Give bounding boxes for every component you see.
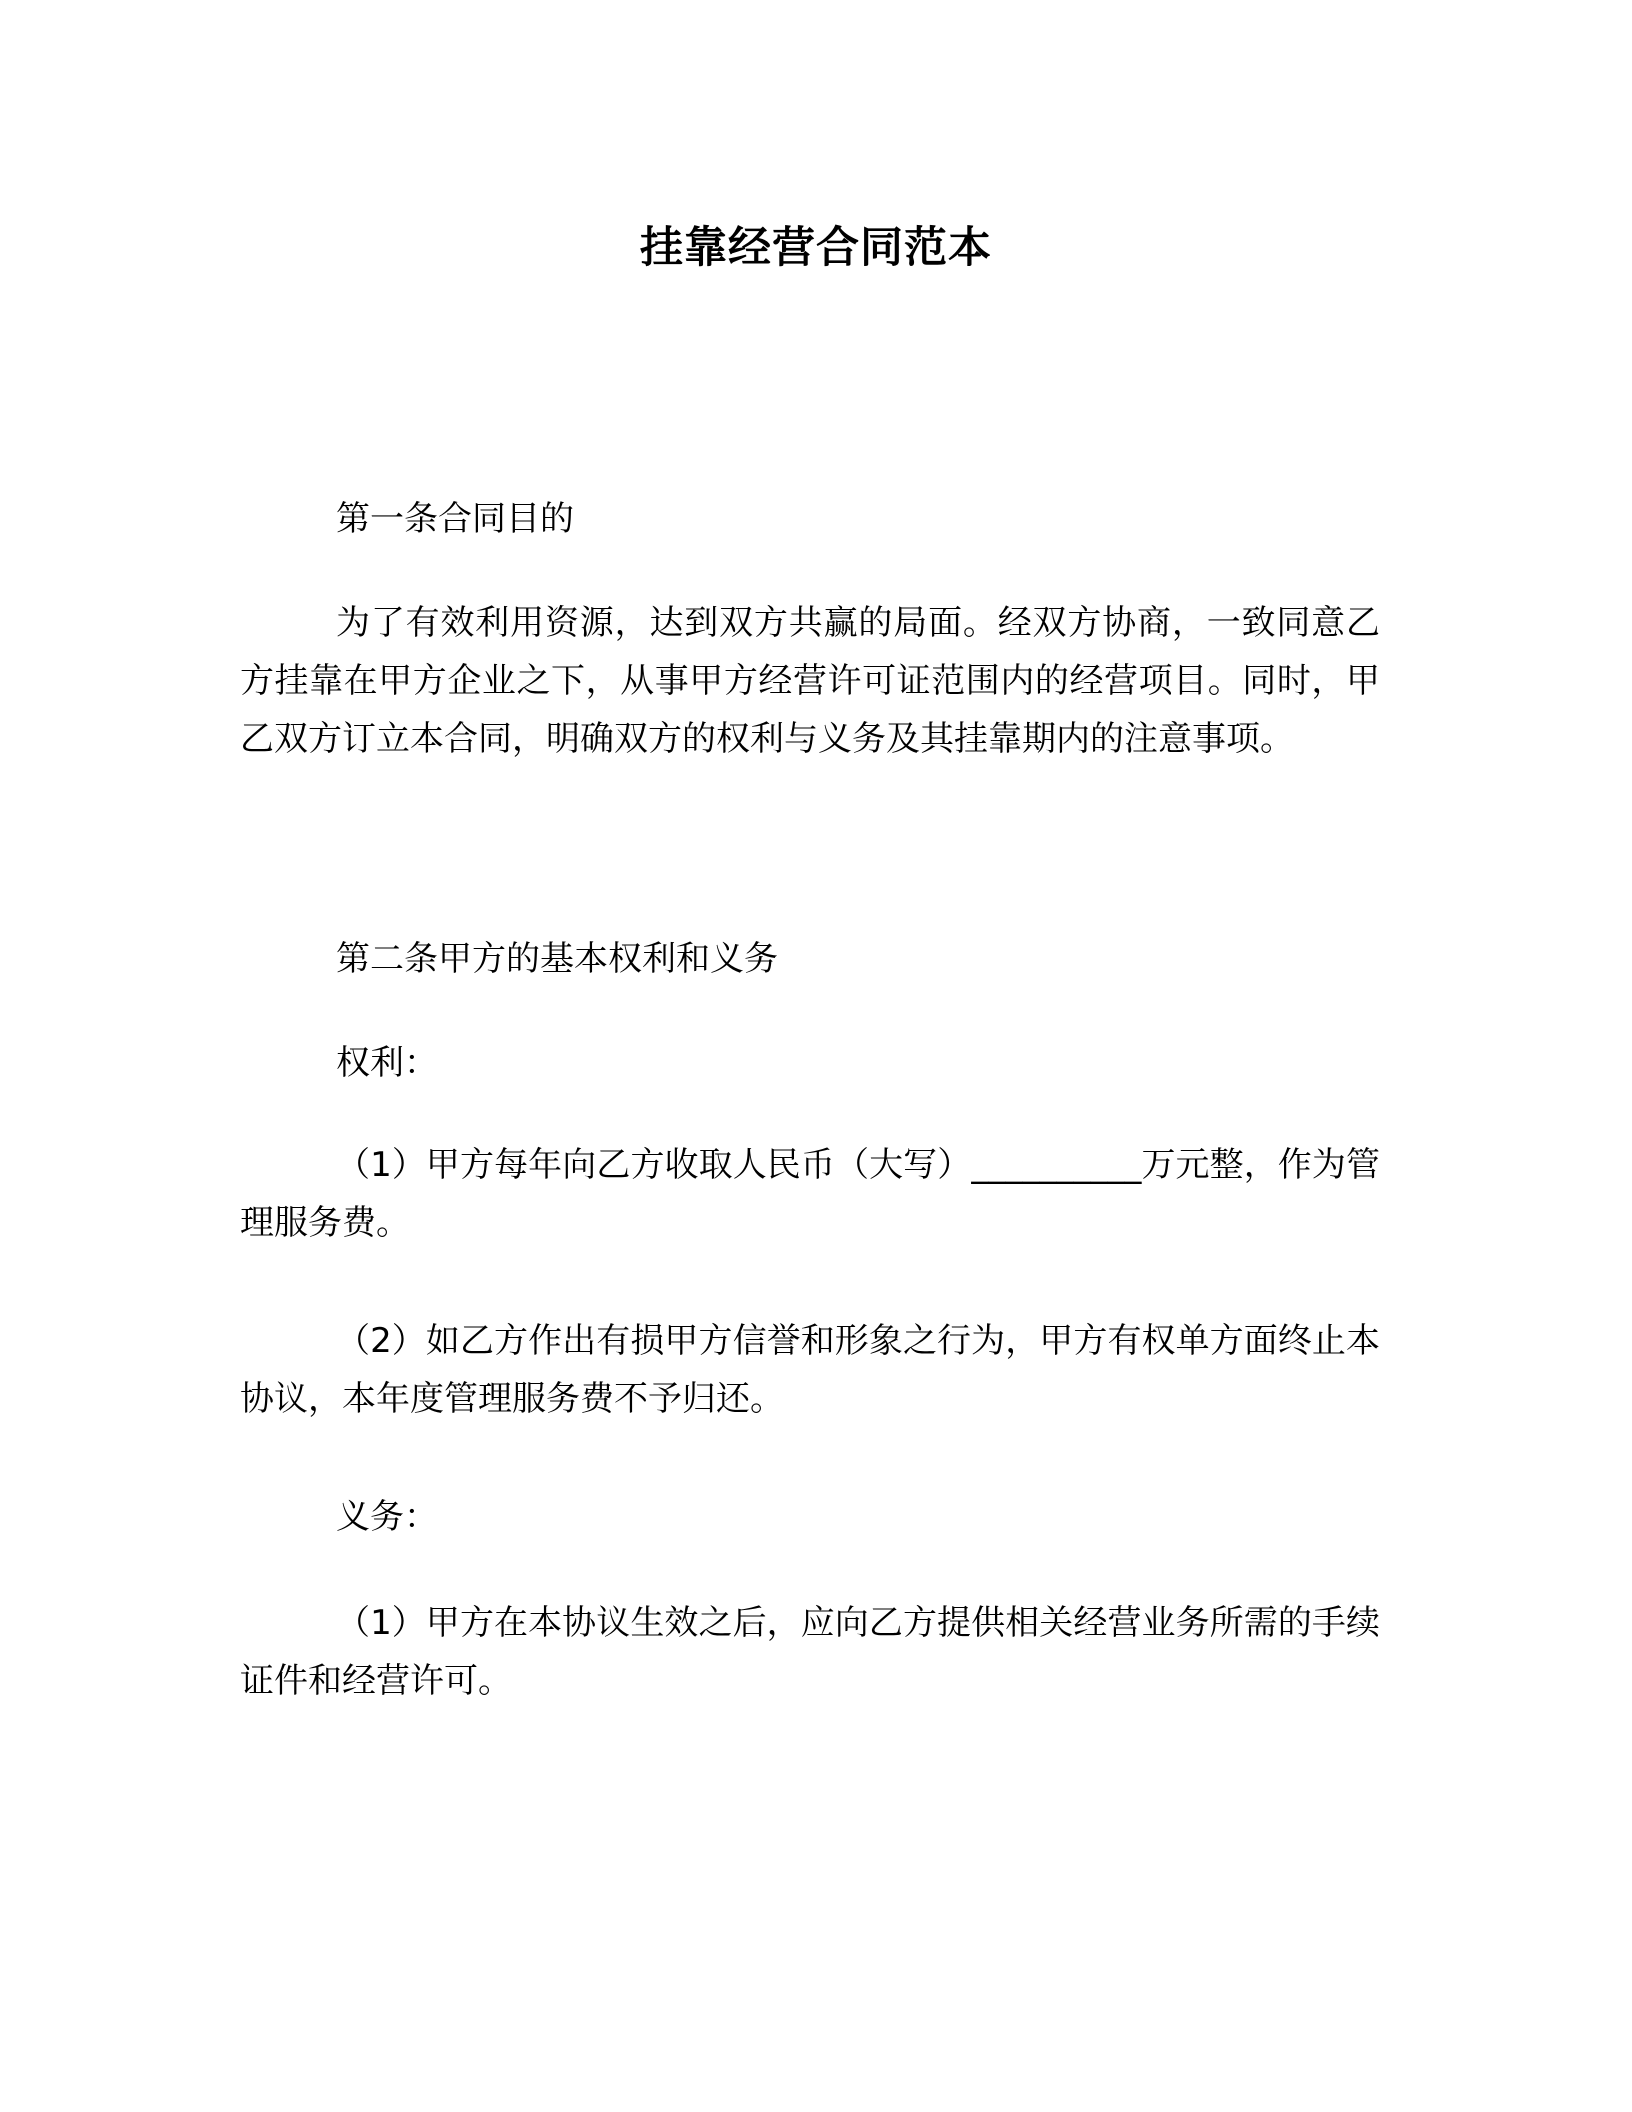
article-1-body: 为了有效利用资源，达到双方共赢的局面。经双方协商，一致同意乙方挂靠在甲方企业之下，从事甲方经营许可证范围内的经营项目。同时，甲乙双方订立本合同，明确双方的权利与义务及其挂靠期内的注意事项。 <box>240 603 1380 759</box>
article-1-heading: 第一条合同目的 <box>336 499 574 539</box>
rights-item-1: （1）甲方每年向乙方收取人民币（大写）__________万元整，作为管理服务费。 <box>240 1145 1380 1243</box>
article-2-heading: 第二条甲方的基本权利和义务 <box>336 939 778 979</box>
duties-item-1: （1）甲方在本协议生效之后，应向乙方提供相关经营业务所需的手续证件和经营许可。 <box>240 1603 1380 1701</box>
rights-item-2: （2）如乙方作出有损甲方信誉和形象之行为，甲方有权单方面终止本协议，本年度管理服务费不予归还。 <box>240 1321 1380 1419</box>
document-title: 挂靠经营合同范本 <box>640 223 992 273</box>
duties-label: 义务： <box>336 1497 438 1537</box>
rights-label: 权利： <box>336 1043 438 1083</box>
